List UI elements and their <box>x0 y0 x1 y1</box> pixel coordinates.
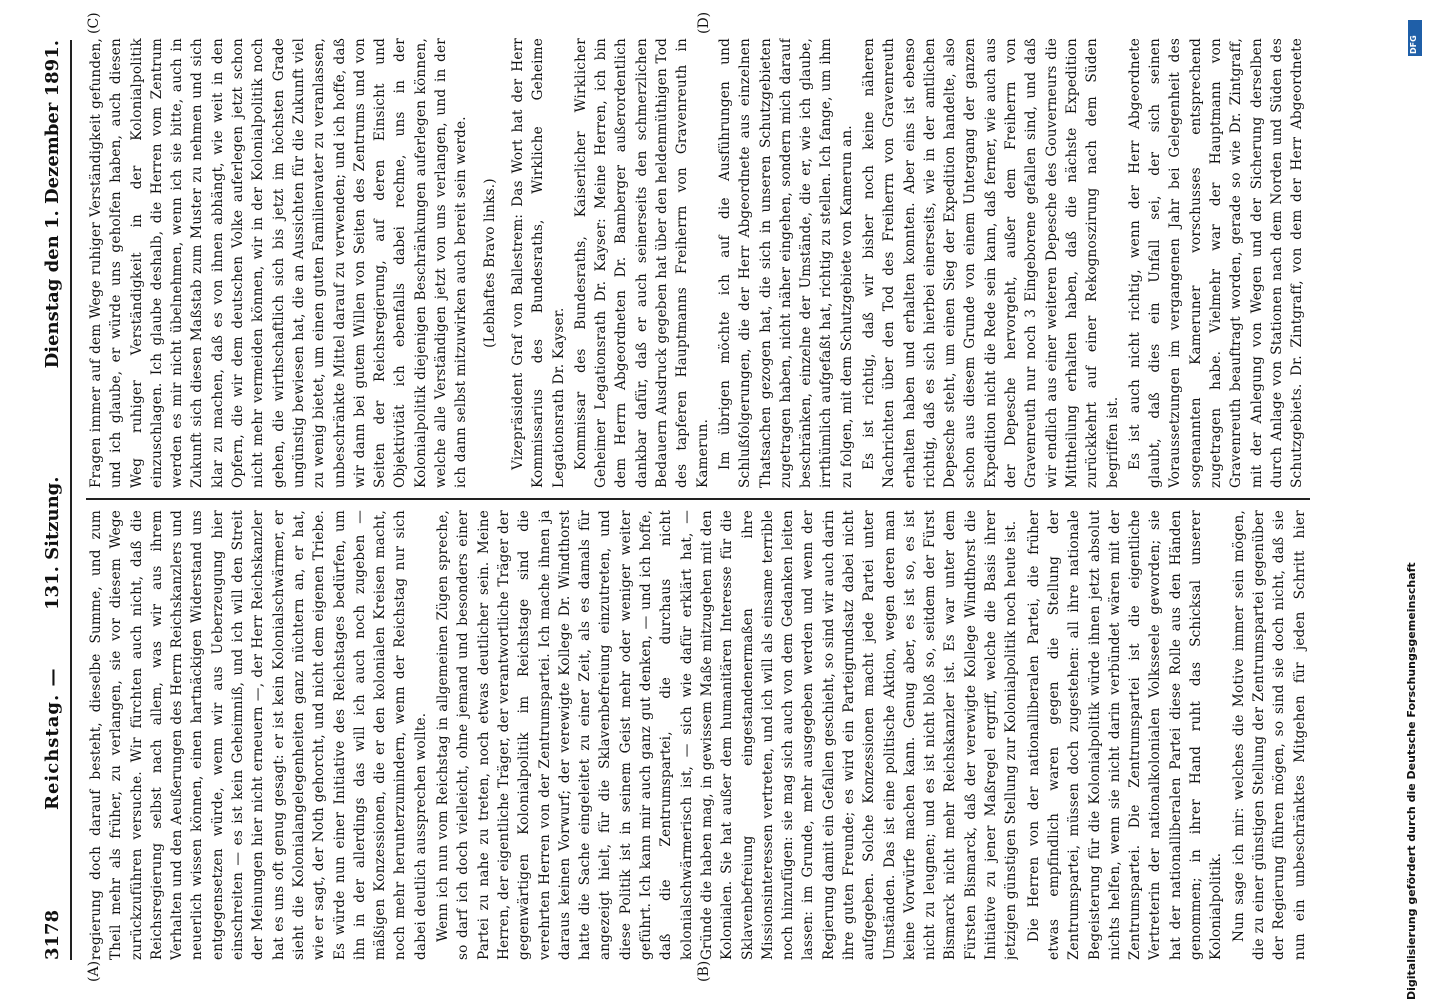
paragraph: Vizepräsident Graf von Ballestrem: Das Wort hat der Herr Kommissarius des Bundesraths, Wirkliche Geheime Legationsrath Dr. Kayser. <box>509 38 567 488</box>
column-divider <box>86 498 1310 500</box>
paragraph: Es ist auch nicht richtig, wenn der Herr Abgeordnete glaubt, daß dies ein Unfall sei, der sich seinen Voraussetzungen im vergangenen Jahr bei Gelegenheit des sogenannten Kameruner vorschusses entsprechend zugetragen habe. Vielmehr war der Hauptmann von Gravenreuth beauftragt worden, gerade so wie Dr. Zintgraff, mit der Anlegung von Wegen und der Sicherung derselben durch Anlage von Stationen nach dem Norden und Süden des Schutzgebiets. Dr. Zintgraff, von dem der Herr Abgeordnete <box>1126 38 1306 488</box>
right-column <box>86 38 1310 488</box>
paragraph: Wenn ich nun vom Reichstag in allgemeinen Zügen spreche, so darf ich doch vielleicht, ohne jemand und besonders einer Partei zu nahe zu treten, noch etwas deutlicher sein. Meine Herren, der eigentliche Träger, der verantwortliche Träger der gegenwärtigen Kolonialpolitik im Reichstage sind die verehrten Herren von der Zentrumspartei. Ich mache ihnen ja daraus keinen Vorwurf; der verewigte Kollege Dr. Windthorst hatte die Sache eingeleitet zu einer Zeit, als es damals für angezeigt hielt, für die Sklavenbefreiung einzutreten, und diese Politik ist in seinem Geist mehr oder weniger weiter geführt. Ich kann mir auch ganz gut denken, — und ich hoffe, daß die Zentrumspartei, die durchaus nicht kolonialschwärmerisch ist, — sich wie dafür erklärt hat, — Gründe die haben mag, in gewissem Maße mitzugehen mit den Kolonialen. Sie hat außer dem humanitären Interesse für die Sklavenbefreiung eingestandenermaßen ihre Missionsinteressen vertreten, und ich will als einsame terrible noch hinzufügen: sie mag sich auch von dem Gedanken leiten lassen: im Grunde, mehr ausgegeben werden und wenn der Regierung damit ein Gefallen geschieht, so sind wir auch darin ihre guten Freunde; es wird ein Parteigrundsatz dabei nicht aufgegeben. Solche Konzessionen macht jede Partei unter Umständen. Das ist eine politische Aktion, wegen deren man keine Vorwürfe machen kann. Genug aber, es ist so, es ist nicht zu leugnen; und es ist nicht bloß so, seitdem der Fürst Bismarck nicht mehr Reichskanzler ist. Es war unter dem Fürsten Bismarck, daß der verewigte Kollege Windthorst die Initiative zu jener Maßregel ergriff, welche die Basis ihrer jetzigen günstigen Stellung zur Kolonialpolitik noch heute ist. <box>435 510 1020 960</box>
session-date: Dienstag den 1. Dezember 1891. <box>42 40 63 369</box>
margin-marker-b: (B) <box>696 960 712 982</box>
margin-marker-d: (D) <box>696 11 712 34</box>
margin-marker-a: (A) <box>86 960 102 982</box>
paragraph: Nun sage ich mir: welches die Motive immer sein mögen, die zu einer günstigen Stellung der Zentrumspartei gegenüber der Regierung führen mögen, so sind sie doch nicht, daß sie nun ein unbeschränktes Mitgehen für jeden Schritt hier <box>1230 510 1308 960</box>
left-column <box>86 510 1310 960</box>
page-header <box>42 40 72 960</box>
margin-marker-c: (C) <box>86 12 102 34</box>
page-number: 3178 <box>42 909 63 960</box>
dfg-logo-text: DFG <box>1409 35 1418 54</box>
paragraph: Kommissar des Bundesraths, Kaiserlicher Wirklicher Geheimer Legationsrath Dr. Kayser: Meine Herren, ich bin dem Herrn Abgeordneten Dr. Bamberger außerordentlich dankbar dafür, daß er auch seinerseits den schmerzlichen Bedauern Ausdruck gegeben hat über den heldenmüthigen Tod des tapferen Hauptmanns Freiherrn von Gravenreuth in Kamerun. <box>572 38 711 488</box>
credit-text: Digitalisierung gefördert durch die Deutsche Forschungsgemeinschaft <box>1405 562 1418 1000</box>
header-rule <box>70 40 72 960</box>
paragraph: Es ist richtig, daß wir bisher noch keine näheren Nachrichten über den Tod des Freiherrn von Gravenreuth erhalten haben und erhalten konnten. Aber eins ist ebenso richtig, daß es sich hierbei einerseits, wie in der amtlichen Depesche steht, um einen Sieg der Expedition handelte, also schon aus diesem Grunde von einem Untergang der ganzen Expedition nicht die Rede sein kann, daß ferner, wie auch aus der Depesche hervorgeht, außer dem Freiherrn von Gravenreuth nur noch 3 Eingeborene gefallen sind, und daß wir endlich aus einer weiteren Depesche des Gouverneurs die Mittheilung erhalten haben, daß die nächste Expedition zurückkehrt auf einer Rekognoszirung nach dem Süden begriffen ist. <box>860 38 1121 488</box>
interjection: (Lebhaftes Bravo links.) <box>481 178 498 348</box>
paragraph: regierung doch darauf besteht, dieselbe Summe, und zum Theil mehr als früher, zu verlangen, sie vor diesem Wege zurückzuführen versuche. Wir fürchten auch nicht, daß die Reichsregierung selbst nach allem, was wir aus ihrem Verhalten und den Aeußerungen des Herrn Reichskanzlers und neuerlich wissen können, einen hartnäckigen Widerstand uns entgegensetzen würde, wenn wir aus Ueberzeugung hier einschreiten — es ist kein Geheimniß, und ich will den Streit der Meinungen hier nicht erneuern —, der Herr Reichskanzler hat es uns oft genug gesagt: er ist kein Kolonialschwärmer, er sieht die Kolonialangelegenheiten ganz nüchtern an, er hat, wie er sagt, der Noth gehorcht, und nicht dem eigenen Triebe. Es würde nun einer Initiative des Reichstages bedürfen, um ihn in der allerdings das will ich auch noch zugeben — mäßigen Konzessionen, die er den kolonialen Kreisen macht, noch mehr herunterzumindern, wenn der Reichstag nur sich dabei deutlich aussprechen wollte. <box>88 510 429 960</box>
paragraph: Die Herren von der nationalliberalen Partei, die früher etwas empfindlich waren gegen die Stellung der Zentrumspartei, müssen doch zugestehen: all ihre nationale Begeisterung für die Kolonialpolitik würde ihnen jetzt absolut nichts helfen, wenn sie nicht darin verbündet wären mit der Zentrumspartei. Die Zentrumspartei ist die eigentliche Vertreterin der nationalkolonialen Volksseele geworden; sie hat der nationalliberalen Partei diese Rolle aus den Händen genommen; in ihrer Hand ruht das Schicksal unserer Kolonialpolitik. <box>1025 510 1225 960</box>
session-label: 131. Sitzung. <box>42 476 63 610</box>
paragraph: Fragen immer auf dem Wege ruhiger Verständigkeit gefunden, und ich glaube, er würde uns geholfen haben, auch diesen Weg ruhiger Verständigkeit in der Kolonialpolitik einzuschlagen. Ich glaube deshalb, die Herren vom Zentrum werden es mir nicht übelnehmen, wenn ich sie bitte, auch in Zukunft sich diesen Maßstab zum Muster zu nehmen und sich klar zu machen, daß es von ihnen abhängt, wie weit in den Opfern, die wir dem deutschen Volke auferlegen jetzt schon nicht mehr vermeiden können, wir in der Kolonialpolitik noch gehen, die wirthschaftlich sich bis jetzt im höchsten Grade ungünstig bewiesen hat, die an Aussichten für die Zukunft viel zu wenig bietet, um einen guten Familienvater zu veranlassen, unbeschränkte Mittel darauf zu verwenden; und ich hoffe, daß wir dann bei gutem Willen von Seiten des Zentrums und von Seiten der Reichsregierung, auf deren Einsicht und Objektivität ich ebenfalls dabei rechne, uns in der Kolonialpolitik diejenigen Beschränkungen auferlegen können, welche alle Verständigen jetzt von uns verlangen, und in der ich dann selbst mitzuwirken auch bereit sein werde. <box>88 38 470 488</box>
digitization-credit <box>1405 0 1425 1000</box>
publication-title: Reichstag. — <box>42 667 63 810</box>
paragraph: Im übrigen möchte ich auf die Ausführungen und Schlußfolgerungen, die der Herr Abgeordnete aus einzelnen Thatsachen gezogen hat, die sich in unseren Schutzgebieten zugetragen haben, nicht näher eingehen, sondern mich darauf beschränken, einzelne der Umstände, die er, wie ich glaube, irrthümlich aufgefaßt hat, richtig zu stellen. Ich fange, um ihm zu folgen, mit dem Schutzgebiete von Kamerun an. <box>716 38 855 488</box>
